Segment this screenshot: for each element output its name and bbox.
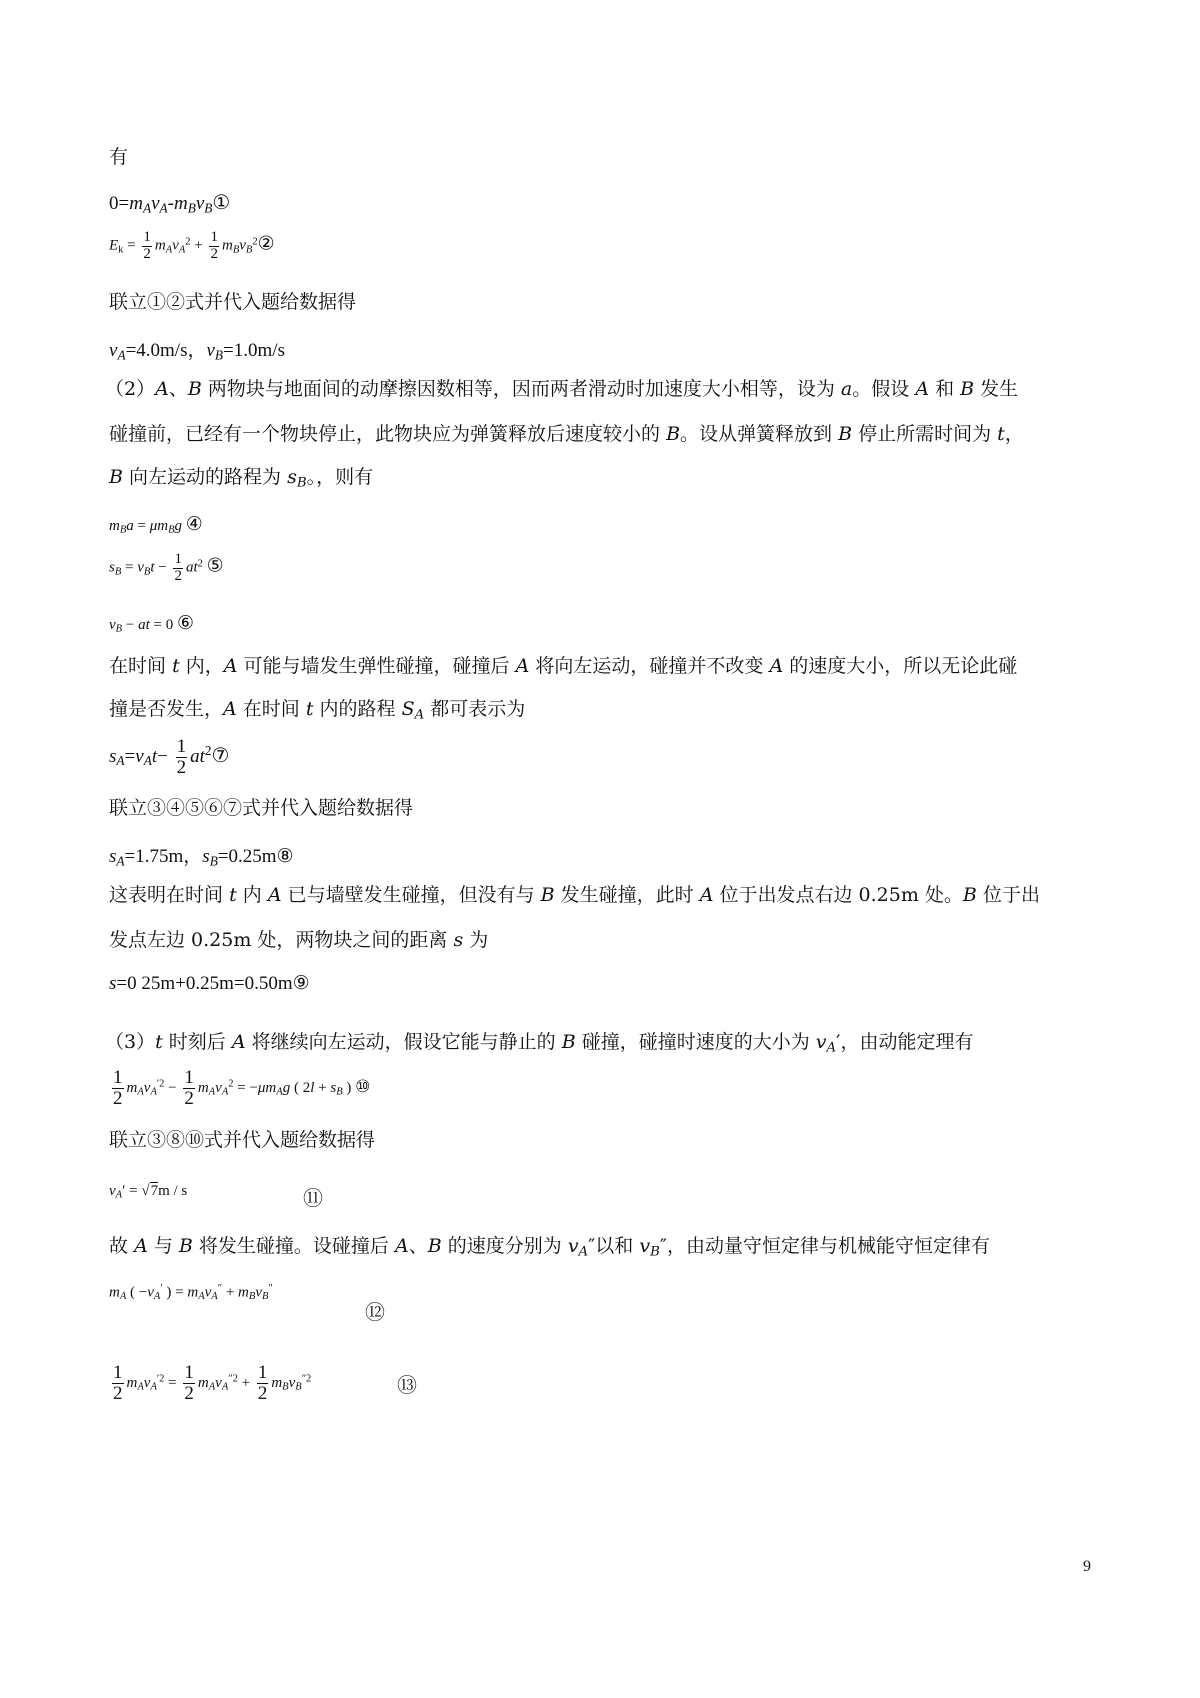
text-line: 联立①②式并代入题给数据得 — [109, 291, 357, 313]
equation-6: $v_B$ − at = 0 ⑥ — [109, 612, 194, 635]
page-number: 9 — [1083, 1558, 1091, 1575]
text: 有 — [109, 146, 129, 168]
text-line: 联立③④⑤⑥⑦式并代入题给数据得 — [109, 797, 414, 819]
paragraph-2-line-1: （2）A、B 两物块与地面间的动摩擦因数相等，因而两者滑动时加速度大小相等，设为 a。假设 A 和 B 发生 — [105, 378, 1019, 400]
equation-7: $s_A=v_At-$ $\frac{1}{2}$ $at^2⑦$ — [109, 736, 230, 778]
text-line: 联立③⑧⑩式并代入题给数据得 — [109, 1129, 376, 1151]
equation-12: $m_A$ ( $-v_A'$ ) = $m_Av_A'' + m_Bv_B''$ — [109, 1283, 273, 1302]
equation-4: $m_Ba = \mu m_Bg$ ④ — [109, 513, 203, 536]
equation-5: $s_B = v_Bt$ − $\frac{1}{2}$ $at^2$ ⑤ — [109, 551, 224, 584]
result-line: $v_A=4.0m/s$，$v_B=1.0m/s$ — [109, 340, 285, 363]
equation-10: $\frac{1}{2}$ $m_Av_A^{'2}$ − $\frac{1}{2}$ $m_Av_A^2 = -\mu m_Ag$ ( $2l + s_B$ ) ⑩ — [113, 1067, 371, 1109]
result-line: $s_A=1.75m$，$s_B=0.25m⑧$ — [109, 846, 294, 869]
paragraph-line: 这表明在时间 t 内 A 已与墙壁发生碰撞，但没有与 B 发生碰撞，此时 A 位于出发点右边 0.25m 处。B 位于出 — [109, 884, 1040, 906]
paragraph-line: 在时间 t 内，A 可能与墙发生弹性碰撞，碰撞后 A 将向左运动，碰撞并不改变 A 的速度大小，所以无论此碰 — [109, 655, 1018, 677]
paragraph-line: 发点左边 0.25m 处，两物块之间的距离 s 为 — [109, 929, 489, 951]
paragraph-line: 故 A 与 B 将发生碰撞。设碰撞后 A、B 的速度分别为 $v_A''$以和 $v_B''$，由动量守恒定律与机械能守恒定律有 — [109, 1235, 990, 1260]
equation-1: $0=m_Av_A-m_Bv_B①$ — [109, 190, 231, 216]
equation-13-number: ⑬ — [397, 1373, 417, 1397]
paragraph-line: 撞是否发生，A 在时间 t 内的路程 $S_A$ 都可表示为 — [109, 698, 526, 723]
paragraph-2-line-2: 碰撞前，已经有一个物块停止，此物块应为弹簧释放后速度较小的 B。设从弹簧释放到 B 停止所需时间为 t， — [109, 423, 1024, 445]
paragraph-3-line-1: （3）t 时刻后 A 将继续向左运动，假设它能与静止的 B 碰撞，碰撞时速度的大小为 $v_A'$，由动能定理有 — [105, 1031, 974, 1056]
equation-13: $\frac{1}{2}$ $m_Av_A^{'2}$ = $\frac{1}{2}$ $m_Av_A^{''2}$ + $\frac{1}{2}$ $m_Bv_B^{''2}$ — [113, 1362, 312, 1404]
equation-12-number: ⑫ — [365, 1300, 385, 1324]
equation-9: s=0 25m+0.25m=0.50m⑨ — [109, 973, 310, 994]
text-line — [109, 146, 128, 169]
equation-11-number: ⑪ — [303, 1186, 323, 1210]
paragraph-2-line-3: B 向左运动的路程为 $s_B$。，则有 — [109, 466, 374, 491]
equation-2: $E_k$ = $\frac{1}{2}$ $m_Av_A^2$ + $\frac{1}{2}$ $m_Bv_B^2②$ — [109, 229, 275, 262]
equation-11: $v_A' = √7m / s$ — [109, 1183, 188, 1201]
